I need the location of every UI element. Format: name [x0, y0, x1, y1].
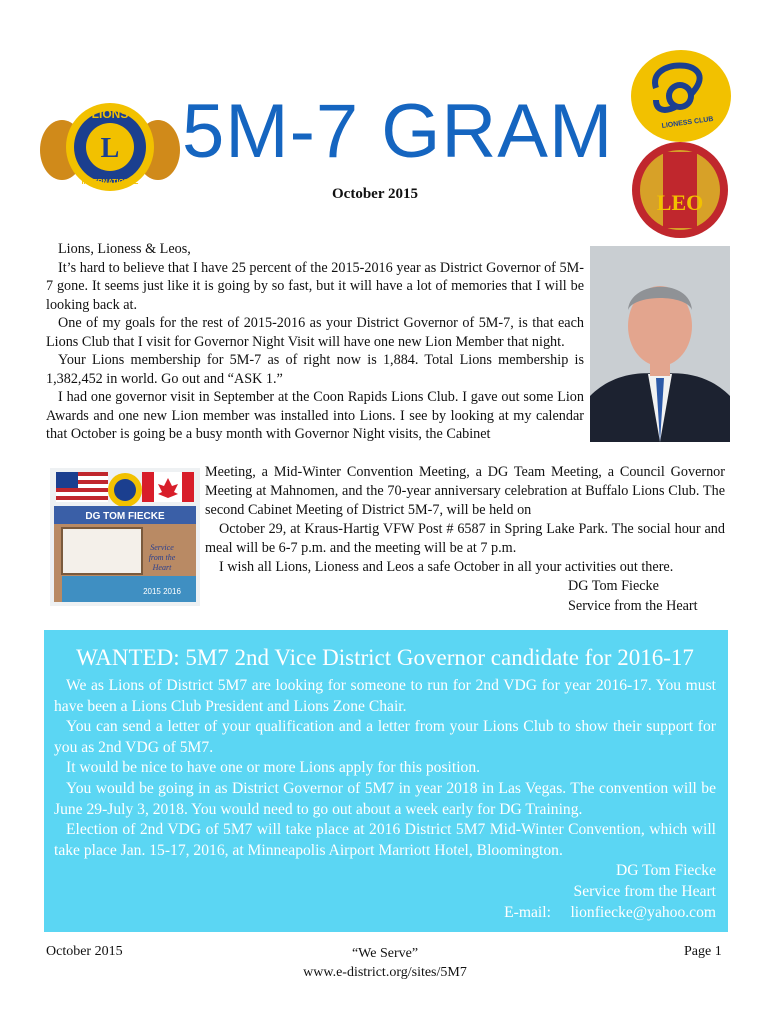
- wanted-email-line: [54, 903, 716, 924]
- wanted-paragraph: It would be nice to have one or more Lions apply for this position.: [66, 759, 481, 777]
- wanted-signature-name: DG Tom Fiecke: [616, 862, 716, 880]
- letter-paragraph: October 29, at Kraus-Hartig VFW Post # 6587 in Spring Lake Park. The social hour and meal will be 6-7 p.m. and the meeting will be at 7 p.m.: [205, 521, 725, 556]
- leo-club-logo: [625, 140, 735, 240]
- letter-signature: [568, 576, 698, 616]
- pin-caption: from the: [148, 553, 176, 562]
- lioness-logo-text: LIONESS CLUB: [661, 115, 714, 130]
- governor-photo: [590, 246, 730, 442]
- lioness-club-logo: [626, 48, 736, 144]
- issue-date: October 2015: [332, 186, 418, 202]
- letter-greeting: Lions, Lioness & Leos,: [58, 241, 191, 257]
- footer-center: [0, 944, 770, 982]
- footer-url-link[interactable]: www.e-district.org/sites/5M7: [303, 965, 467, 980]
- wanted-paragraph: We as Lions of District 5M7 are looking for someone to run for 2nd VDG for year 2016-17. You must have been a Lions Club President and Lions Zone Chair.: [54, 677, 716, 715]
- letter-paragraph: I wish all Lions, Lioness and Leos a safe October in all your activities out there.: [219, 559, 674, 575]
- lions-logo-letter: L: [100, 133, 120, 164]
- email-label: E-mail:: [504, 903, 551, 921]
- pin-caption: Service: [150, 543, 174, 552]
- letter-paragraph: I had one governor visit in September at the Coon Rapids Lions Club. I gave out some Lion Awards and one new Lion member was installed into Lions. I see by looking at my calendar that October is going be a busy month with Governor Night visits, the Cabinet: [46, 389, 584, 442]
- letter-paragraph: One of my goals for the rest of 2015-2016 as your District Governor of 5M-7, is that each Lions Club that I visit for Governor Night Visit will have one new Lion Member that night.: [46, 315, 584, 350]
- us-flag-icon: [56, 472, 108, 502]
- email-link[interactable]: lionfiecke@yahoo.com: [570, 903, 716, 921]
- letter-paragraph: Meeting, a Mid-Winter Convention Meeting, a DG Team Meeting, a Council Governor Meeting at Mahnomen, and the 70-year anniversary celebration at Buffalo Lions Club. The second Cabinet Meeting of District 5M-7, will be held on: [205, 464, 725, 518]
- letter-continued: [205, 463, 725, 577]
- lions-logo-top-text: LIONS: [91, 107, 129, 121]
- letter-paragraph: Your Lions membership for 5M-7 as of right now is 1,884. Total Lions membership is 1,382,452 in world. Go out and “ASK 1.”: [46, 352, 584, 387]
- lions-logo-bottom-text: INTERNATIONAL: [81, 179, 139, 186]
- wanted-paragraph: You would be going in as District Governor of 5M7 in year 2018 in Las Vegas. The convention will be June 29-July 3, 2018. You would need to go out about a week early for DG Training.: [54, 779, 716, 818]
- wanted-paragraph: Election of 2nd VDG of 5M7 will take place at 2016 District 5M7 Mid-Winter Convention, which will take place Jan. 15-17, 2016, at Minneapolis Airport Marriott Hotel, Bloomington.: [54, 821, 716, 859]
- newsletter-title: 5M-7 GRAM: [182, 89, 614, 174]
- wanted-notice-box: [44, 630, 728, 932]
- pin-years: 2015 2016: [143, 587, 181, 596]
- lions-international-logo: [40, 92, 180, 202]
- wanted-title: WANTED: 5M7 2nd Vice District Governor candidate for 2016-17: [76, 645, 694, 670]
- footer-page-number: Page 1: [684, 944, 722, 959]
- letter-paragraph: It’s hard to believe that I have 25 percent of the 2015-2016 year as District Governor of 5M-7 gone. It seems just like it is going by so fast, but it will have a lot of memories that I will be looking back at.: [46, 259, 584, 313]
- footer-date: October 2015: [46, 944, 123, 959]
- signature-name: DG Tom Fiecke: [568, 578, 659, 594]
- wanted-signature-motto: Service from the Heart: [573, 882, 716, 900]
- governor-letter: [46, 240, 584, 444]
- dg-pin-image: [50, 468, 200, 606]
- canada-flag-icon: [142, 472, 194, 502]
- footer-motto: “We Serve”: [351, 946, 419, 961]
- wanted-paragraph: You can send a letter of your qualification and a letter from your Lions Club to show their support for you as 2nd VDG of 5M7.: [54, 718, 716, 756]
- pin-banner-text: DG TOM FIECKE: [85, 511, 165, 522]
- signature-motto: Service from the Heart: [568, 598, 698, 614]
- pin-caption: Heart: [152, 563, 172, 572]
- leo-logo-text: LEO: [656, 190, 704, 215]
